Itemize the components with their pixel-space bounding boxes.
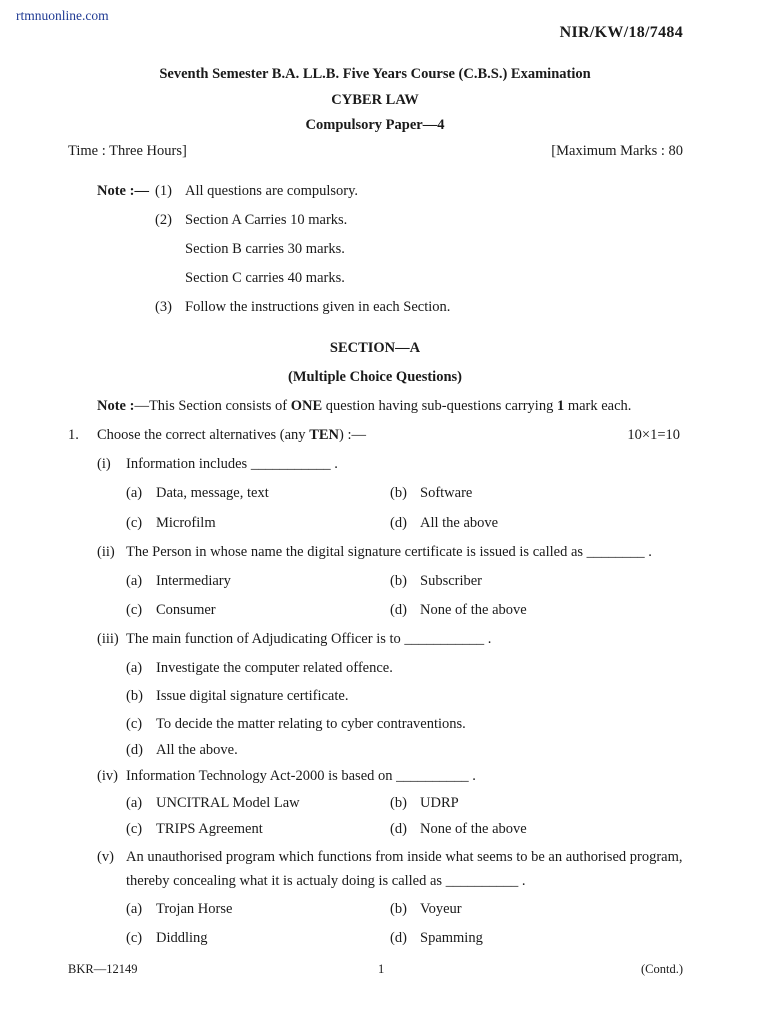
subquestion-number: (v)	[97, 849, 114, 865]
note-text: Follow the instructions given in each Section.	[185, 299, 451, 315]
option-text: Microfilm	[156, 515, 216, 531]
option-label: (a)	[126, 660, 143, 676]
option-label: (b)	[126, 688, 143, 704]
footer-contd: (Contd.)	[640, 962, 683, 976]
option-label: (b)	[390, 795, 407, 811]
section-note-emphasis: 1	[556, 398, 565, 414]
instruction-text: ) :—	[339, 427, 366, 443]
instruction-emphasis: TEN	[309, 427, 340, 443]
option-label: (d)	[390, 821, 407, 837]
option-label: (c)	[126, 515, 143, 531]
option-label: (b)	[390, 573, 407, 589]
option-text: None of the above	[420, 602, 527, 618]
option-text: TRIPS Agreement	[156, 821, 263, 837]
option-text: Voyeur	[420, 901, 462, 917]
subquestion-text: Information includes ___________ .	[126, 456, 338, 472]
section-note	[97, 398, 631, 415]
option-text: All the above	[420, 515, 499, 531]
section-note-text: mark each.	[564, 398, 632, 414]
note-text: Section C carries 40 marks.	[185, 270, 345, 286]
option-label: (c)	[126, 602, 143, 618]
paper-code: NIR/KW/18/7484	[559, 24, 683, 41]
note-number: (3)	[155, 299, 172, 315]
subquestion-number: (ii)	[97, 544, 115, 560]
site-url[interactable]: rtmnuonline.com	[16, 8, 109, 23]
option-text: Software	[420, 485, 473, 501]
subquestion-text: Information Technology Act-2000 is based on __________ .	[126, 768, 476, 784]
option-label: (a)	[126, 795, 143, 811]
option-text: Investigate the computer related offence.	[156, 660, 393, 676]
subquestion-text-continued: thereby concealing what it is actualy doing is called as __________ .	[126, 873, 526, 889]
option-label: (c)	[126, 716, 143, 732]
option-text: None of the above	[420, 821, 527, 837]
option-text: Spamming	[420, 930, 483, 946]
option-label: (c)	[126, 930, 143, 946]
note-number: (2)	[155, 212, 172, 228]
footer-code: BKR—12149	[68, 962, 138, 976]
option-label: (a)	[126, 573, 143, 589]
option-label: (d)	[390, 515, 407, 531]
option-text: To decide the matter relating to cyber contraventions.	[156, 716, 466, 732]
option-text: UNCITRAL Model Law	[156, 795, 300, 811]
option-text: UDRP	[420, 795, 459, 811]
option-label: (b)	[390, 901, 407, 917]
subquestion-text: The Person in whose name the digital signature certificate is issued is called as ________ .	[126, 544, 652, 560]
section-note-text: —This Section consists of	[134, 398, 291, 414]
option-label: (d)	[390, 602, 407, 618]
exam-title: Seventh Semester B.A. LL.B. Five Years Course (C.B.S.) Examination	[159, 66, 591, 82]
subquestion-text: An unauthorised program which functions from inside what seems to be an authorised program,	[126, 849, 683, 865]
question-marks: 10×1=10	[627, 427, 680, 443]
option-text: Issue digital signature certificate.	[156, 688, 349, 704]
option-label: (d)	[126, 742, 143, 758]
subquestion-number: (iii)	[97, 631, 119, 647]
paper-title: Compulsory Paper—4	[305, 117, 445, 133]
option-text: Subscriber	[420, 573, 483, 589]
option-text: Data, message, text	[156, 485, 269, 501]
subquestion-text: The main function of Adjudicating Officer is to ___________ .	[126, 631, 492, 647]
section-note-text: question having sub-questions carrying	[322, 398, 557, 414]
option-text: All the above.	[156, 742, 238, 758]
question-number: 1.	[68, 427, 79, 443]
section-subtitle: (Multiple Choice Questions)	[288, 369, 462, 385]
option-label: (c)	[126, 821, 143, 837]
section-note-emphasis: ONE	[290, 398, 323, 414]
option-label: (d)	[390, 930, 407, 946]
section-title: SECTION—A	[329, 340, 421, 356]
option-text: Intermediary	[156, 573, 231, 589]
note-text: All questions are compulsory.	[185, 183, 359, 199]
option-text: Trojan Horse	[156, 901, 233, 917]
subject-title: CYBER LAW	[331, 92, 419, 108]
option-label: (b)	[390, 485, 407, 501]
notes-label: Note :—	[97, 183, 149, 199]
note-text: Section A Carries 10 marks.	[185, 212, 348, 228]
note-number: (1)	[155, 183, 172, 199]
max-marks-label: [Maximum Marks : 80	[551, 143, 683, 159]
instruction-text: Choose the correct alternatives (any	[97, 427, 310, 443]
option-text: Consumer	[156, 602, 216, 618]
question-instruction	[97, 427, 366, 444]
subquestion-number: (i)	[97, 456, 111, 472]
option-label: (a)	[126, 901, 143, 917]
note-text: Section B carries 30 marks.	[185, 241, 345, 257]
option-label: (a)	[126, 485, 143, 501]
page-number: 1	[378, 962, 385, 976]
time-label: Time : Three Hours]	[68, 143, 187, 159]
option-text: Diddling	[156, 930, 208, 946]
subquestion-number: (iv)	[97, 768, 118, 784]
section-note-label: Note :	[97, 398, 135, 414]
